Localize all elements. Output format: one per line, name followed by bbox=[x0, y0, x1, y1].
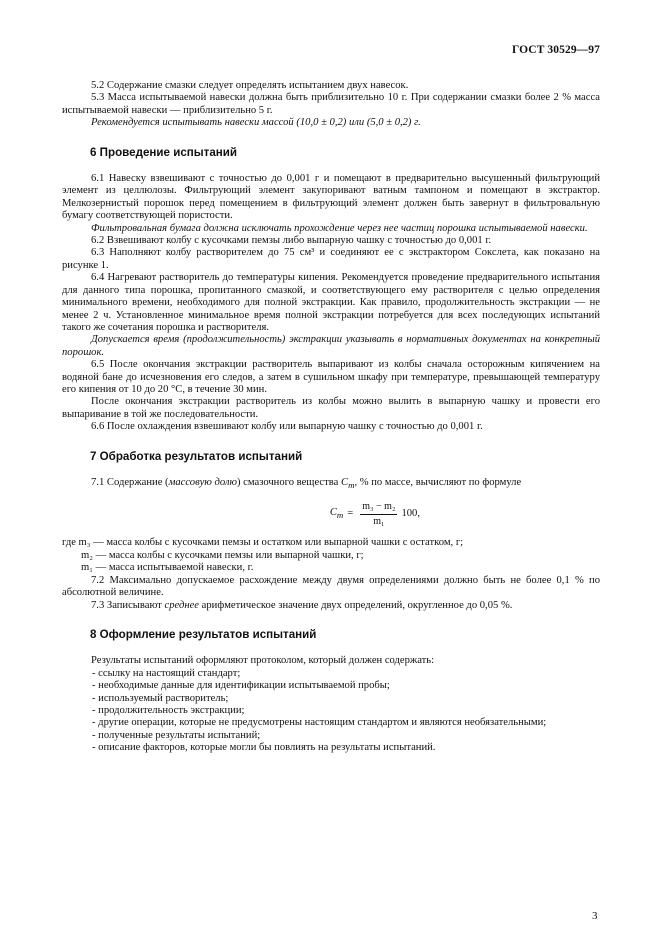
list-item: - ссылку на настоящий стандарт; bbox=[92, 667, 241, 679]
def-m3: где m₃ — масса колбы с кусочками пемзы и остатком или выпарной чашки с остатком, г; bbox=[62, 537, 464, 549]
para-7-2: 7.2 Максимально допускаемое расхождение между двумя определениями должно быть не более 0,1 % по абсолютной величине. bbox=[62, 574, 600, 599]
page-number: 3 bbox=[592, 910, 598, 922]
list-item: - продолжительность экстракции; bbox=[92, 704, 245, 716]
para-8-intro: Результаты испытаний оформляют протоколом, который должен содержать: bbox=[91, 655, 435, 667]
formula-definitions bbox=[62, 537, 600, 574]
para-5-3: 5.3 Масса испытываемой навески должна быть приблизительно 10 г. При содержании смазки более 2 % масса испытываемой навески — приблизительно 5 г. bbox=[62, 92, 600, 116]
para-7-3: 7.3 Записывают среднее арифметическое значение двух определений, округленное до 0,05 %. bbox=[91, 599, 513, 611]
para-6-5: 6.5 После окончания экстракции растворитель выпаривают из колбы сначала осторожным кипячением на водяной бане до исчезновения его следов, а затем в сушильном шкафу при температуре, превышающей температуру его кипения от 10 до 20 °С, в течение 30 мин. bbox=[62, 359, 600, 395]
def-m1: m₁ — масса испытываемой навески, г. bbox=[81, 562, 254, 574]
para-6-6: 6.6 После охлаждения взвешивают колбу или выпарную чашку с точностью до 0,001 г. bbox=[91, 421, 483, 433]
para-5-3-note: Рекомендуется испытывать навески массой (10,0 ± 0,2) или (5,0 ± 0,2) г. bbox=[91, 117, 421, 129]
list-item: - полученные результаты испытаний; bbox=[92, 729, 261, 741]
section-7-heading: 7 Обработка результатов испытаний bbox=[90, 449, 303, 463]
para-7-1: 7.1 Содержание (массовую долю) смазочного вещества $C_m$, % по массе, вычисляют по формуле bbox=[91, 476, 522, 491]
formula-fraction: $\frac{\text{m₃ − m₂}}{\text{m₁}}$ bbox=[362, 500, 396, 527]
section-6-heading: 6 Проведение испытаний bbox=[90, 145, 238, 159]
para-6-1: 6.1 Навеску взвешивают с точностью до 0,001 г и помещают в предварительно высушенный фильтрующий элемент из целлюлозы. Фильтрующий элемент закупоривают ватным тампоном и помещают в экстрактор. Мелкозернистый порошок перед помещением в фильтрующий элемент должен быть завернут в фильтровальную бумагу соответствующей пористости. bbox=[62, 173, 600, 222]
document-body bbox=[62, 80, 600, 755]
para-6-4-note: Допускается время (продолжительность) экстракции указывать в нормативных документах на конкретный порошок. bbox=[62, 334, 600, 358]
section-8-heading: 8 Оформление результатов испытаний bbox=[90, 627, 317, 641]
def-m2: m₂ — масса колбы с кусочками пемзы или выпарной чашки, г; bbox=[81, 549, 364, 561]
standard-header: ГОСТ 30529—97 bbox=[511, 44, 600, 56]
para-5-2: 5.2 Содержание смазки следует определять испытанием двух навесок. bbox=[91, 80, 409, 91]
list-item: - описание факторов, которые могли бы повлиять на результаты испытаний. bbox=[92, 742, 436, 754]
para-6-2: 6.2 Взвешивают колбу с кусочками пемзы либо выпарную чашку с точностью до 0,001 г. bbox=[91, 235, 492, 247]
list-item: - необходимые данные для идентификации испытываемой пробы; bbox=[92, 680, 390, 692]
list-item: - другие операции, которые не предусмотрены настоящим стандартом и являются необязательными; bbox=[92, 717, 547, 729]
para-6-3: 6.3 Наполняют колбу растворителем до 75 см³ и соединяют ее с экстрактором Сокслета, как показано на рисунке 1. bbox=[62, 247, 600, 271]
para-6-4: 6.4 Нагревают растворитель до температуры кипения. Рекомендуется проведение предварительного испытания для данного типа порошка, пропитанного смазкой, и соответствующего ему растворителя с целью определения минимального времени, необходимого для полной экстракции. Как правило, продолжительность экстракции — не менее 2 ч. Установленное минимальное время полной экстракции потребуется для всех последующих испытаний такого же сочетания порошка и растворителя. bbox=[62, 272, 600, 333]
para-6-1-note: Фильтровальная бумага должна исключать прохождение через нее частиц порошка испытываемой навески. bbox=[91, 222, 588, 234]
formula-cm: $C_m$ = $\frac{\text{m₃ − m₂}}{\text{m₁}}$ 100, bbox=[329, 500, 420, 527]
list-item: - используемый растворитель; bbox=[92, 692, 229, 704]
para-6-5-cont: После окончания экстракции растворитель из колбы можно вылить в выпарную чашку и провести его выпаривание в той же последовательности. bbox=[62, 396, 600, 420]
